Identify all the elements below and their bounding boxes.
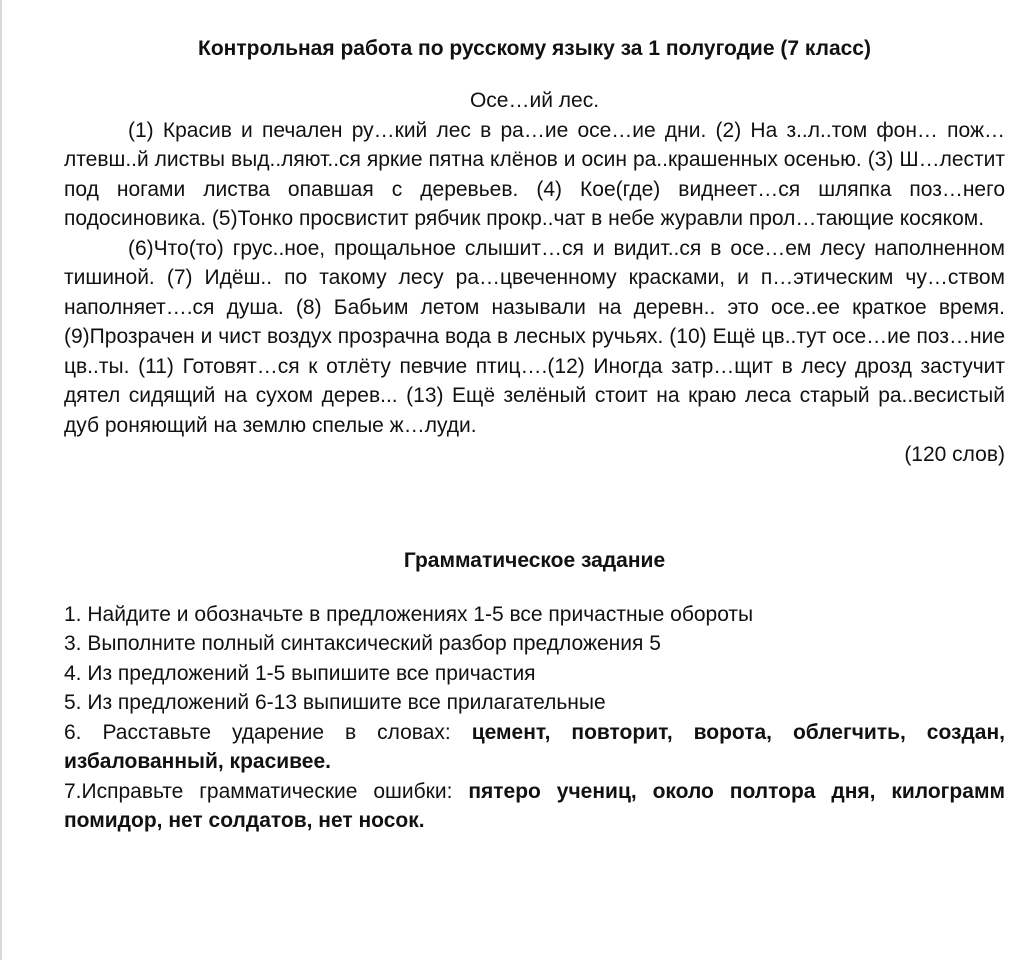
task-text: 4. Из предложений 1-5 выпишите все причастия (64, 661, 536, 685)
task-text: 6. Расставьте ударение в словах: (64, 720, 472, 744)
word-count: (120 слов) (904, 443, 1005, 466)
grammar-task-7 (64, 777, 1005, 836)
grammar-task-6 (64, 718, 1005, 777)
grammar-task-1 (64, 600, 1005, 630)
task-text: 3. Выполните полный синтаксический разбор предложения 5 (64, 632, 661, 655)
document-title: Контрольная работа по русскому языку за 1 полугодие (7 класс) (198, 37, 871, 60)
grammar-section-title: Грамматическое задание (403, 548, 666, 572)
grammar-task-5 (64, 688, 1005, 718)
task-words-bold: пятеро учениц, около полтора дня, килограмм помидор, нет солдатов, нет носок. (64, 779, 1006, 832)
task-words-bold: цемент, повторит, ворота, облегчить, создан, избалованный, красивее. (64, 720, 1005, 773)
document-page (64, 34, 1005, 836)
grammar-task-4 (64, 659, 1005, 689)
grammar-task-list (64, 600, 1005, 836)
task-text: 5. Из предложений 6-13 выпишите все прилагательные (64, 691, 606, 714)
page-left-edge (0, 0, 2, 960)
grammar-task-3 (64, 629, 1005, 659)
task-text: 7.Исправьте грамматические ошибки: (64, 779, 469, 803)
dictation-paragraph-1: (1) Красив и печален ру…кий лес в ра…ие осе…ие дни. (2) На з..л..том фон… пож…лтевш..й листвы выд..ляют..ся яркие пятна клёнов и осин ра..крашенных осенью. (3) Ш…лестит под ногами листва опавшая с деревьев. (4) Кое(где) виднеет…ся шляпка поз…него подосиновика. (5)Тонко просвистит рябчик прокр..чат в небе журавли прол…тающие косяком. (64, 118, 1005, 230)
task-text: 1. Найдите и обозначьте в предложениях 1-5 все причастные обороты (64, 602, 754, 626)
dictation-title: Осе…ий лес. (469, 89, 600, 112)
dictation-paragraph-2: (6)Что(то) грус..ное, прощальное слышит…ся и видит..ся в осе…ем лесу наполненном тишиной. (7) Идёш.. по такому лесу ра…цвеченному красками, и п…этическим чу…ством наполняет….ся душа. (8) Бабьим летом называли на деревн.. это осе..ее краткое время. (9)Прозрачен и чист воздух прозрачна вода в лесных ручьях. (10) Ещё цв..тут осе…ие поз…ние цв..ты. (11) Готовят…ся к отлёту певчие птиц….(12) Иногда затр…щит в лесу дрозд застучит дятел сидящий на сухом дерев... (13) Ещё зелёный стоит на краю леса старый ра..весистый дуб роняющий на землю спелые ж…луди. (64, 236, 1005, 437)
